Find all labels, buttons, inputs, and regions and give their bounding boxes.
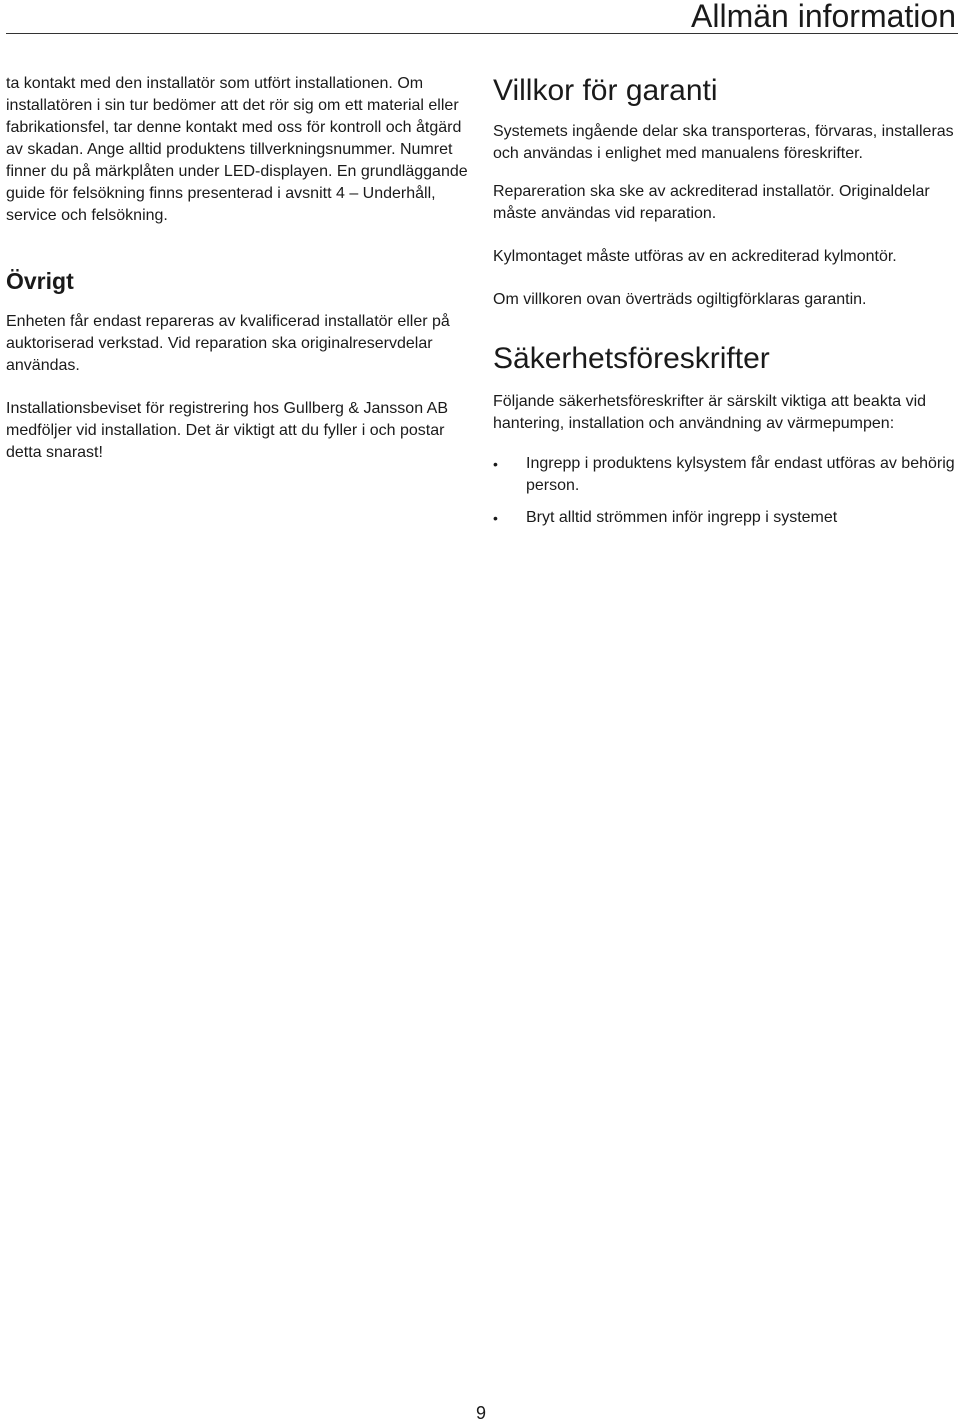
- safety-bullet-item: [493, 507, 958, 529]
- ovrigt-paragraph-repair: Enheten får endast repareras av kvalificerad installatör eller på auktoriserad verkstad. Vid reparation ska originalreservdelar användas.: [6, 313, 450, 374]
- safety-heading: Säkerhetsföreskrifter: [493, 342, 770, 375]
- header-divider: [6, 33, 958, 34]
- safety-bullet-item: [493, 453, 958, 497]
- warranty-paragraph-repair: Repareration ska ske av ackrediterad installatör. Originaldelar måste användas vid reparation.: [493, 183, 930, 222]
- bullet-glyph: •: [493, 456, 498, 472]
- warranty-paragraph-handling: Systemets ingående delar ska transporteras, förvaras, installeras och användas i enlighet med manualens föreskrifter.: [493, 123, 954, 162]
- intro-paragraph: ta kontakt med den installatör som utfört installationen. Om installatören i sin tur bedömer att det rör sig om ett material eller fabrikationsfel, tar denne kontakt med oss för kontroll och åtgärd av skadan. Ange alltid produktens tillverkningsnummer. Numret finner du på märkplåten under LED-displayen. En grundläggande guide för felsökning finns presenterad i avsnitt 4 – Underhåll, service och felsökning.: [6, 75, 468, 224]
- safety-bullet-list: [493, 453, 958, 529]
- ovrigt-paragraph-certificate: Installationsbeviset för registrering hos Gullberg & Jansson AB medföljer vid installation. Det är viktigt att du fyller i och postar detta snarast!: [6, 400, 449, 461]
- warranty-heading: Villkor för garanti: [493, 74, 718, 107]
- ovrigt-heading: Övrigt: [6, 268, 74, 294]
- warranty-paragraph-void: Om villkoren ovan överträds ogiltigförklaras garantin.: [493, 291, 867, 308]
- safety-intro-paragraph: Följande säkerhetsföreskrifter är särskilt viktiga att beakta vid hantering, installation och användning av värmepumpen:: [493, 393, 927, 432]
- left-column: [6, 73, 468, 464]
- safety-bullet-text: Bryt alltid strömmen inför ingrepp i systemet: [526, 509, 838, 526]
- page-number: 9: [475, 1403, 486, 1423]
- warranty-paragraph-cooling: Kylmontaget måste utföras av en ackrediterad kylmontör.: [493, 248, 897, 265]
- safety-bullet-text: Ingrepp i produktens kylsystem får endast utföras av behörig person.: [526, 455, 955, 494]
- page-header-title: Allmän information: [691, 0, 956, 34]
- right-column: [493, 73, 958, 539]
- bullet-glyph: •: [493, 510, 498, 526]
